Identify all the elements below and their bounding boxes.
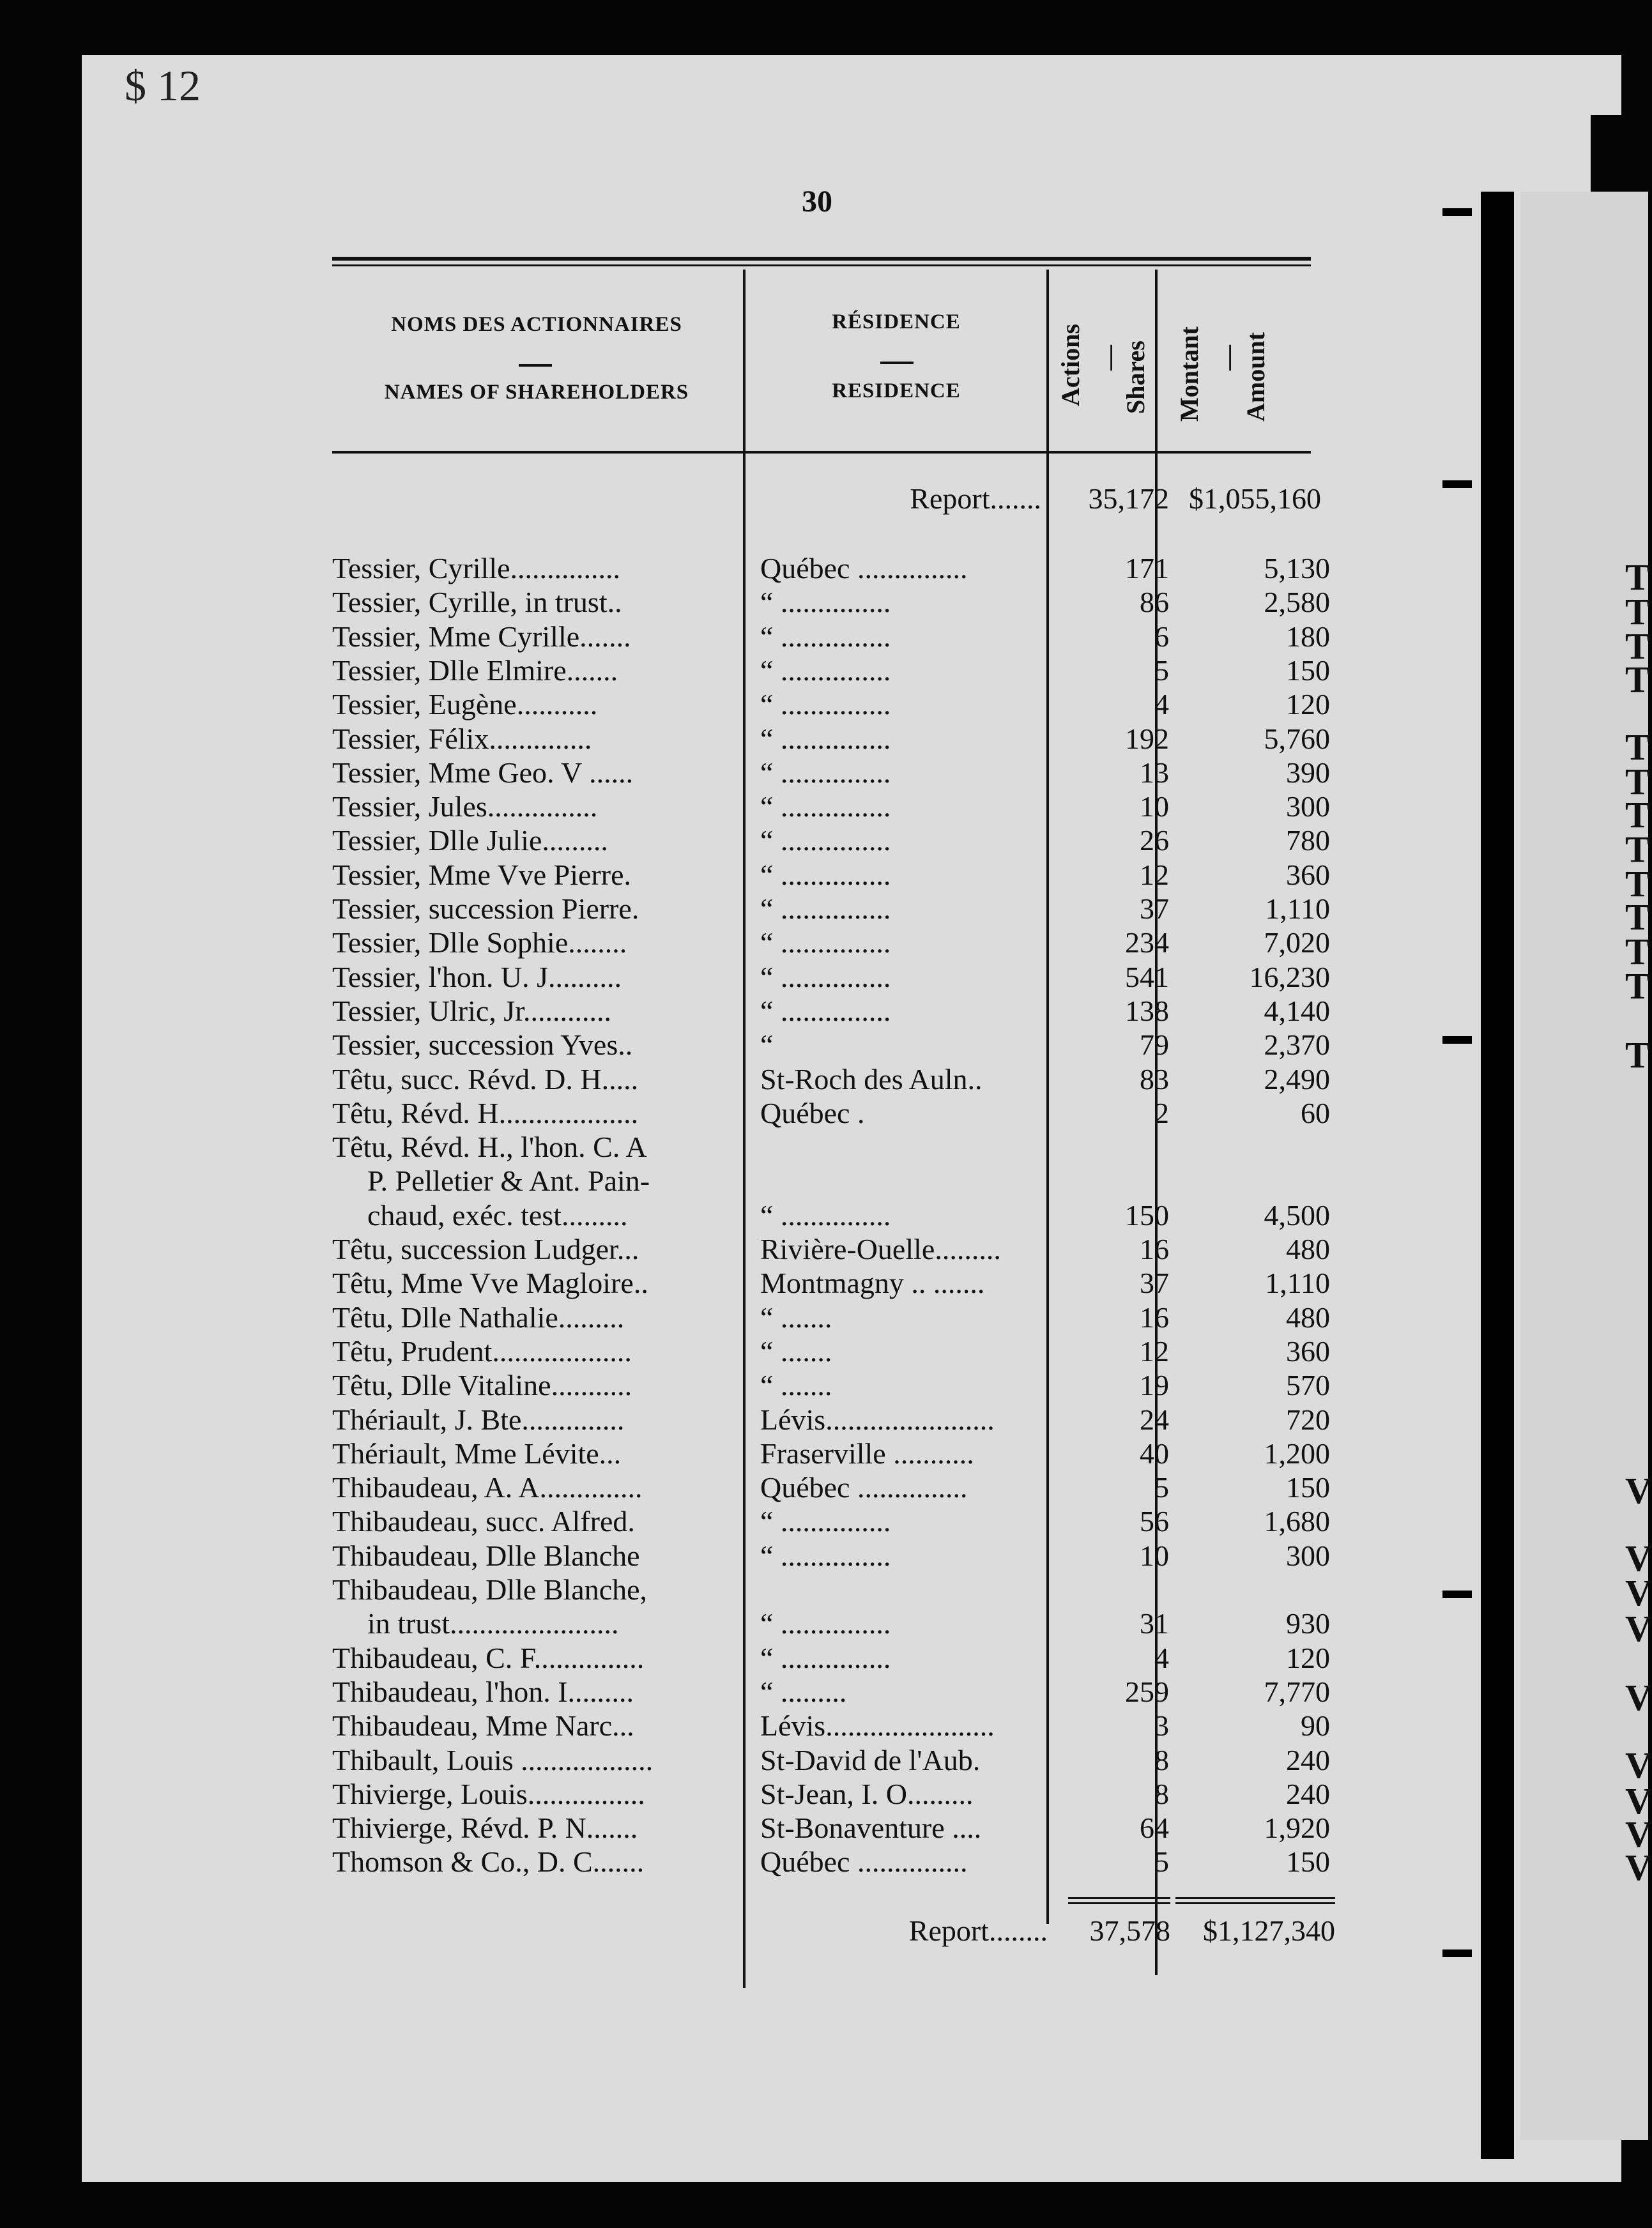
facing-page-letter: T — [1625, 591, 1650, 632]
header-names-en: NAMES OF SHAREHOLDERS — [384, 381, 689, 404]
shareholder-name: Thibault, Louis .................. — [332, 1744, 654, 1776]
header-shares-dash: — — [1094, 345, 1123, 370]
amount-value: 480 — [1286, 1233, 1330, 1265]
facing-page-letter: V — [1625, 1813, 1652, 1855]
amount-value: 5,130 — [1264, 552, 1330, 584]
table-row — [0, 1131, 1648, 1164]
facing-page-letter: T — [1625, 726, 1650, 768]
shares-count: 192 — [1125, 722, 1169, 755]
table-row — [0, 756, 1648, 790]
header-rule — [332, 451, 1311, 454]
shareholder-name: Tessier, succession Yves.. — [332, 1028, 633, 1061]
residence: St-Jean, I. O......... — [760, 1778, 974, 1810]
opening-shares: 35,172 — [1088, 482, 1169, 515]
table-row — [0, 1675, 1648, 1709]
shareholder-name: Thériault, J. Bte.............. — [332, 1403, 625, 1436]
table-row — [0, 790, 1648, 823]
amount-value: 300 — [1286, 790, 1330, 823]
residence: Rivière-Ouelle......... — [760, 1233, 1001, 1265]
residence: Lévis....................... — [760, 1709, 995, 1742]
residence: “ ............... — [760, 756, 891, 789]
header-residence-fr: RÉSIDENCE — [832, 310, 961, 333]
header-residence-en: RESIDENCE — [832, 379, 961, 402]
table-row — [0, 1301, 1648, 1334]
facing-page-letter: T — [1625, 794, 1650, 836]
shares-count: 234 — [1125, 926, 1169, 959]
shares-count: 12 — [1140, 1335, 1169, 1368]
shares-count: 5 — [1154, 1471, 1169, 1504]
residence: “ ....... — [760, 1301, 832, 1334]
shares-count: 10 — [1140, 1539, 1169, 1572]
residence: Québec . — [760, 1097, 865, 1129]
amount-value: 2,580 — [1264, 586, 1330, 618]
shares-count: 16 — [1140, 1233, 1169, 1265]
shareholder-name: Têtu, Révd. H., l'hon. C. A — [332, 1131, 647, 1163]
residence: “ ....... — [760, 1335, 832, 1368]
shareholder-name: Thibaudeau, Dlle Blanche, — [332, 1573, 648, 1606]
header-names-fr: NOMS DES ACTIONNAIRES — [391, 313, 682, 336]
table-row — [0, 1505, 1648, 1538]
amount-value: 7,770 — [1264, 1675, 1330, 1708]
shareholder-name: Têtu, Dlle Nathalie......... — [332, 1301, 625, 1334]
residence: “ ............... — [760, 620, 891, 653]
corner-note: $ 12 — [125, 61, 201, 110]
table-row — [0, 1437, 1648, 1470]
shares-count: 150 — [1125, 1199, 1169, 1232]
table-row — [0, 1607, 1648, 1640]
amount-value: 1,110 — [1265, 1267, 1330, 1299]
amount-value: 1,110 — [1265, 892, 1330, 925]
closing-shares: 37,578 — [1089, 1914, 1170, 1947]
amount-value: 180 — [1286, 620, 1330, 653]
table-row — [0, 1778, 1648, 1811]
table-row — [0, 1267, 1648, 1300]
facing-page-letter: T — [1625, 625, 1650, 667]
residence: “ ............... — [760, 688, 891, 721]
amount-value: 2,490 — [1264, 1063, 1330, 1095]
residence: St-David de l'Aub. — [760, 1744, 981, 1776]
amount-value: 1,920 — [1264, 1812, 1330, 1844]
shares-count: 4 — [1154, 1642, 1169, 1674]
table-row — [0, 1097, 1648, 1130]
amount-value: 300 — [1286, 1539, 1330, 1572]
amount-value: 390 — [1286, 756, 1330, 789]
shareholder-name: Tessier, Dlle Elmire....... — [332, 654, 618, 687]
table-row — [0, 620, 1648, 653]
shareholder-name: Tessier, Dlle Sophie........ — [332, 926, 627, 959]
shares-count: 64 — [1140, 1812, 1169, 1844]
amount-value: 1,680 — [1264, 1505, 1330, 1537]
residence: “ ............... — [760, 1607, 891, 1640]
shareholder-name: Têtu, succession Ludger... — [332, 1233, 639, 1265]
table-row — [0, 1573, 1648, 1606]
table-row — [0, 995, 1648, 1028]
residence: “ ............... — [760, 722, 891, 755]
shareholder-name: Tessier, l'hon. U. J.......... — [332, 961, 622, 993]
top-rule — [332, 257, 1311, 261]
table-row — [0, 654, 1648, 687]
table-row — [0, 1028, 1648, 1062]
table-row — [0, 961, 1648, 994]
table-row — [0, 1539, 1648, 1573]
facing-page-letter: V — [1625, 1608, 1652, 1649]
shareholder-name: P. Pelletier & Ant. Pain- — [367, 1164, 650, 1197]
shares-count: 5 — [1154, 654, 1169, 687]
amount-value: 5,760 — [1264, 722, 1330, 755]
table-row — [0, 1164, 1648, 1198]
torn-corner — [1591, 115, 1648, 192]
amount-value: 930 — [1286, 1607, 1330, 1640]
shareholder-name: Thibaudeau, C. F............... — [332, 1642, 645, 1674]
amount-value: 4,140 — [1264, 995, 1330, 1027]
table-row — [0, 552, 1648, 585]
binding-mark — [1442, 480, 1472, 488]
shareholder-name: Tessier, Dlle Julie......... — [332, 824, 608, 857]
facing-page-letter: V — [1625, 1572, 1652, 1614]
total-rule-shares — [1068, 1902, 1170, 1904]
shareholder-name: Tessier, Mme Cyrille....... — [332, 620, 631, 653]
table-row — [0, 1812, 1648, 1845]
shareholder-name: Tessier, Mme Vve Pierre. — [332, 858, 632, 891]
residence: “ ............... — [760, 961, 891, 993]
residence: Québec ............... — [760, 1471, 968, 1504]
residence: “ ............... — [760, 1199, 891, 1232]
table-row — [0, 926, 1648, 959]
header-shares-en: Shares — [1121, 340, 1150, 414]
residence: “ ............... — [760, 1505, 891, 1537]
facing-page-letter: T — [1625, 556, 1650, 598]
shares-count: 8 — [1154, 1778, 1169, 1810]
shareholder-name: Têtu, Mme Vve Magloire.. — [332, 1267, 648, 1299]
facing-page-letter: T — [1625, 896, 1650, 938]
shares-count: 79 — [1140, 1028, 1169, 1061]
amount-value: 720 — [1286, 1403, 1330, 1436]
facing-page-letter: V — [1625, 1847, 1652, 1888]
shares-count: 16 — [1140, 1301, 1169, 1334]
amount-value: 360 — [1286, 858, 1330, 891]
shareholder-name: Thibaudeau, Dlle Blanche — [332, 1539, 640, 1572]
amount-value: 240 — [1286, 1744, 1330, 1776]
facing-page-letter: V — [1625, 1677, 1652, 1718]
shareholder-name: Thivierge, Louis................ — [332, 1778, 645, 1810]
shares-count: 31 — [1140, 1607, 1169, 1640]
residence: “ ............... — [760, 824, 891, 857]
table-row — [0, 1335, 1648, 1368]
table-row — [0, 722, 1648, 756]
residence: St-Bonaventure .... — [760, 1812, 982, 1844]
page-number: 30 — [802, 185, 832, 218]
facing-page-letter: T — [1625, 761, 1650, 802]
table-row — [0, 858, 1648, 892]
facing-page-letter: V — [1625, 1537, 1652, 1579]
residence: “ ............... — [760, 1539, 891, 1572]
shares-count: 541 — [1125, 961, 1169, 993]
header-amount-en: Amount — [1241, 332, 1270, 422]
amount-value: 360 — [1286, 1335, 1330, 1368]
shares-count: 3 — [1154, 1709, 1169, 1742]
shares-count: 8 — [1154, 1744, 1169, 1776]
shareholder-name: chaud, exéc. test......... — [367, 1199, 628, 1232]
shares-count: 2 — [1154, 1097, 1169, 1129]
shares-count: 4 — [1154, 688, 1169, 721]
shares-count: 37 — [1140, 892, 1169, 925]
facing-page-letter: T — [1625, 1034, 1650, 1076]
header-shares-fr: Actions — [1056, 324, 1085, 406]
shareholder-name: Thibaudeau, A. A.............. — [332, 1471, 643, 1504]
amount-value: 570 — [1286, 1369, 1330, 1401]
shareholder-name: Tessier, Félix.............. — [332, 722, 592, 755]
residence: Fraserville ........... — [760, 1437, 974, 1470]
table-row — [0, 688, 1648, 721]
total-rule-amount — [1175, 1897, 1335, 1899]
shareholder-name: Thibaudeau, l'hon. I......... — [332, 1675, 634, 1708]
opening-report-label: Report....... — [910, 482, 1041, 515]
facing-page-letter: T — [1625, 931, 1650, 972]
residence: “ ....... — [760, 1369, 832, 1401]
shares-count: 56 — [1140, 1505, 1169, 1537]
table-row — [0, 1233, 1648, 1266]
residence: “ ............... — [760, 586, 891, 618]
shareholder-name: Têtu, Prudent................... — [332, 1335, 632, 1368]
shareholder-name: Têtu, succ. Révd. D. H..... — [332, 1063, 639, 1095]
residence: “ ............... — [760, 858, 891, 891]
shareholder-name: Tessier, Eugène........... — [332, 688, 598, 721]
shares-count: 13 — [1140, 756, 1169, 789]
shares-count: 19 — [1140, 1369, 1169, 1401]
closing-amount: $1,127,340 — [1203, 1914, 1335, 1947]
residence: “ — [760, 1028, 774, 1061]
shares-count: 83 — [1140, 1063, 1169, 1095]
amount-value: 780 — [1286, 824, 1330, 857]
amount-value: 4,500 — [1264, 1199, 1330, 1232]
header-amount-dash: — — [1213, 345, 1242, 370]
table-row — [0, 586, 1648, 619]
residence: Montmagny .. ....... — [760, 1267, 985, 1299]
table-row — [0, 1403, 1648, 1437]
shares-count: 86 — [1140, 586, 1169, 618]
residence: St-Roch des Auln.. — [760, 1063, 983, 1095]
shareholder-name: Têtu, Dlle Vitaline........... — [332, 1369, 632, 1401]
residence: “ ......... — [760, 1675, 847, 1708]
shareholder-name: Thibaudeau, Mme Narc... — [332, 1709, 634, 1742]
shares-count: 26 — [1140, 824, 1169, 857]
opening-amount: $1,055,160 — [1189, 482, 1321, 515]
residence: “ ............... — [760, 995, 891, 1027]
top-rule-thin — [332, 264, 1311, 266]
shareholder-name: Tessier, Cyrille, in trust.. — [332, 586, 622, 618]
residence: “ ............... — [760, 654, 891, 687]
header-amount-fr: Montant — [1175, 326, 1204, 422]
amount-value: 480 — [1286, 1301, 1330, 1334]
shares-count: 40 — [1140, 1437, 1169, 1470]
amount-value: 90 — [1301, 1709, 1330, 1742]
residence: “ ............... — [760, 790, 891, 823]
residence: “ ............... — [760, 1642, 891, 1674]
residence: Québec ............... — [760, 552, 968, 584]
facing-page-letter: T — [1625, 965, 1650, 1007]
amount-value: 120 — [1286, 1642, 1330, 1674]
shares-count: 12 — [1140, 858, 1169, 891]
shareholder-name: Thériault, Mme Lévite... — [332, 1437, 622, 1470]
shares-count: 10 — [1140, 790, 1169, 823]
amount-value: 120 — [1286, 688, 1330, 721]
table-row — [0, 1845, 1648, 1879]
shares-count: 259 — [1125, 1675, 1169, 1708]
table-row — [0, 1369, 1648, 1402]
closing-report-label: Report........ — [908, 1914, 1048, 1947]
facing-page-letter: V — [1625, 1470, 1652, 1511]
shares-count: 6 — [1154, 620, 1169, 653]
total-rule-amount — [1175, 1902, 1335, 1904]
amount-value: 150 — [1286, 1471, 1330, 1504]
shareholder-name: Tessier, Mme Geo. V ...... — [332, 756, 634, 789]
shareholder-name: Têtu, Révd. H................... — [332, 1097, 639, 1129]
header-dash — [880, 362, 914, 364]
residence: Québec ............... — [760, 1845, 968, 1878]
shareholder-name: Thivierge, Révd. P. N....... — [332, 1812, 638, 1844]
amount-value: 1,200 — [1264, 1437, 1330, 1470]
shares-count: 171 — [1125, 552, 1169, 584]
facing-page-letter: T — [1625, 659, 1650, 700]
shareholder-name: Tessier, Ulric, Jr............ — [332, 995, 611, 1027]
shareholder-name: Thomson & Co., D. C....... — [332, 1845, 645, 1878]
table-row — [0, 1199, 1648, 1232]
facing-page-letter: V — [1625, 1780, 1652, 1822]
residence: “ ............... — [760, 892, 891, 925]
table-row — [0, 1642, 1648, 1675]
shares-count: 24 — [1140, 1403, 1169, 1436]
table-row — [0, 1063, 1648, 1096]
residence: Lévis....................... — [760, 1403, 995, 1436]
residence: “ ............... — [760, 926, 891, 959]
amount-value: 60 — [1301, 1097, 1330, 1129]
amount-value: 150 — [1286, 654, 1330, 687]
table-row — [0, 892, 1648, 926]
total-rule-shares — [1068, 1897, 1170, 1899]
amount-value: 7,020 — [1264, 926, 1330, 959]
shares-count: 138 — [1125, 995, 1169, 1027]
amount-value: 2,370 — [1264, 1028, 1330, 1061]
binding-mark — [1442, 208, 1472, 216]
table-row — [0, 1471, 1648, 1504]
facing-page-letter: T — [1625, 863, 1650, 904]
facing-page-letter: T — [1625, 828, 1650, 870]
amount-value: 16,230 — [1249, 961, 1330, 993]
shares-count: 37 — [1140, 1267, 1169, 1299]
shareholder-name: Tessier, Cyrille............... — [332, 552, 621, 584]
binding-mark — [1442, 1950, 1472, 1957]
facing-page-letter: V — [1625, 1744, 1652, 1786]
table-row — [0, 824, 1648, 857]
shareholder-name: Tessier, succession Pierre. — [332, 892, 639, 925]
shares-count: 5 — [1154, 1845, 1169, 1878]
shareholder-name: Thibaudeau, succ. Alfred. — [332, 1505, 635, 1537]
amount-value: 150 — [1286, 1845, 1330, 1878]
shareholder-name: Tessier, Jules............... — [332, 790, 598, 823]
amount-value: 240 — [1286, 1778, 1330, 1810]
table-row — [0, 1744, 1648, 1777]
table-row — [0, 1709, 1648, 1743]
header-dash — [519, 364, 552, 367]
shareholder-name: in trust....................... — [367, 1607, 619, 1640]
